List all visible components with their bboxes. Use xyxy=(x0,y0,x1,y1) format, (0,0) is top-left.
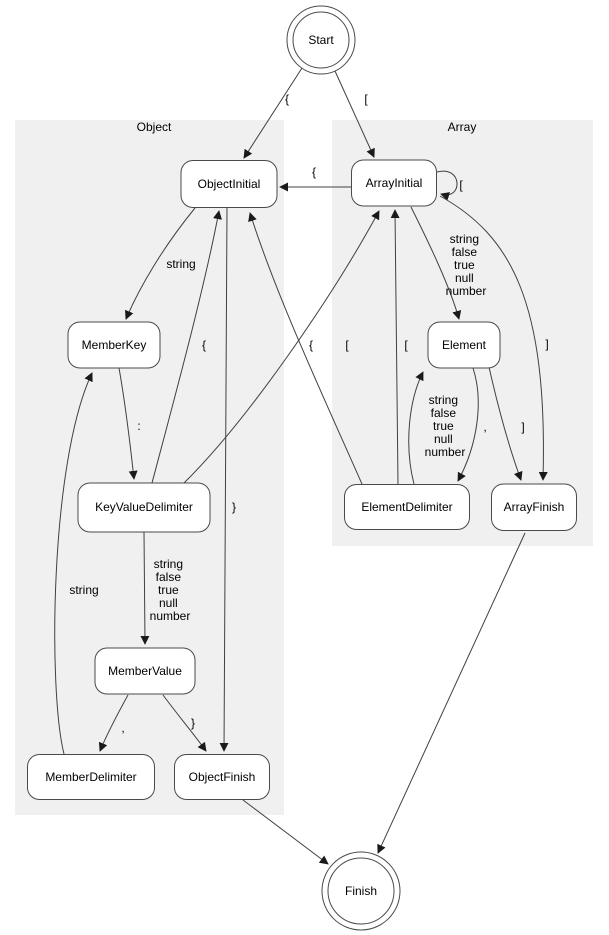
edge-label-objectinitial-memberkey: string xyxy=(166,257,196,271)
node-membervalue-label: MemberValue xyxy=(108,664,182,678)
edge-label-start-arrayinitial: [ xyxy=(364,92,368,106)
edge-label-keyvaluedelimiter-arrayinitial: [ xyxy=(345,338,349,352)
edge-label-memberkey-keyvaluedelimiter: : xyxy=(137,419,141,433)
edge-objectfinish-to-finish xyxy=(243,800,328,864)
node-keyvaluedelimiter-label: KeyValueDelimiter xyxy=(95,500,193,514)
cluster-object xyxy=(15,120,284,815)
node-arrayfinish xyxy=(492,484,577,531)
edge-label-element-arrayfinish: ] xyxy=(521,420,525,434)
edge-label-arrayinitial-objectinitial: { xyxy=(311,165,317,179)
node-objectinitial-label: ObjectInitial xyxy=(197,177,261,191)
node-objectfinish-label: ObjectFinish xyxy=(188,770,256,784)
edge-label-elementdelimiter-objectinitial: { xyxy=(308,338,314,352)
node-start-label: Start xyxy=(308,33,334,47)
edge-label-elementdelimiter-element: string false true null number xyxy=(424,393,466,459)
node-finish-label: Finish xyxy=(344,884,378,898)
cluster-object-label: Object xyxy=(136,120,172,134)
edge-label-arrayinitial-element: string false true null number xyxy=(445,232,487,298)
node-arrayinitial xyxy=(352,160,437,206)
edge-label-elementdelimiter-arrayinitial: [ xyxy=(404,338,408,352)
node-arrayinitial-label: ArrayInitial xyxy=(365,176,423,190)
edge-label-membervalue-objectfinish: } xyxy=(190,716,196,730)
cluster-array-label: Array xyxy=(447,120,477,134)
node-objectfinish xyxy=(175,755,270,800)
node-memberkey-label: MemberKey xyxy=(81,338,147,352)
node-element xyxy=(428,322,500,368)
edge-label-membervalue-memberdelimiter: , xyxy=(121,721,125,735)
node-objectinitial xyxy=(181,161,277,208)
node-finish xyxy=(322,852,400,930)
edge-label-keyvaluedelimiter-membervalue: string false true null number xyxy=(149,557,191,623)
node-arrayfinish-label: ArrayFinish xyxy=(503,500,565,514)
node-memberkey xyxy=(68,322,160,368)
node-membervalue xyxy=(95,648,195,694)
edge-label-element-elementdelimiter: , xyxy=(483,420,487,434)
node-keyvaluedelimiter xyxy=(78,483,210,532)
node-memberdelimiter-label: MemberDelimiter xyxy=(45,770,137,784)
node-memberdelimiter xyxy=(28,755,155,800)
node-elementdelimiter xyxy=(345,485,470,530)
node-start xyxy=(287,6,355,74)
node-elementdelimiter-label: ElementDelimiter xyxy=(361,500,453,514)
edge-arrayfinish-to-finish xyxy=(378,533,525,853)
edge-label-start-objectinitial: { xyxy=(284,92,290,106)
edge-label-arrayinitial-self: [ xyxy=(459,178,463,192)
edge-label-objectinitial-objectfinish: } xyxy=(231,500,237,514)
edge-label-keyvaluedelimiter-objectinitial: { xyxy=(201,338,207,352)
edge-label-arrayinitial-arrayfinish: ] xyxy=(545,337,549,351)
edge-label-memberdelimiter-memberkey: string xyxy=(69,583,99,597)
node-element-label: Element xyxy=(441,338,487,352)
